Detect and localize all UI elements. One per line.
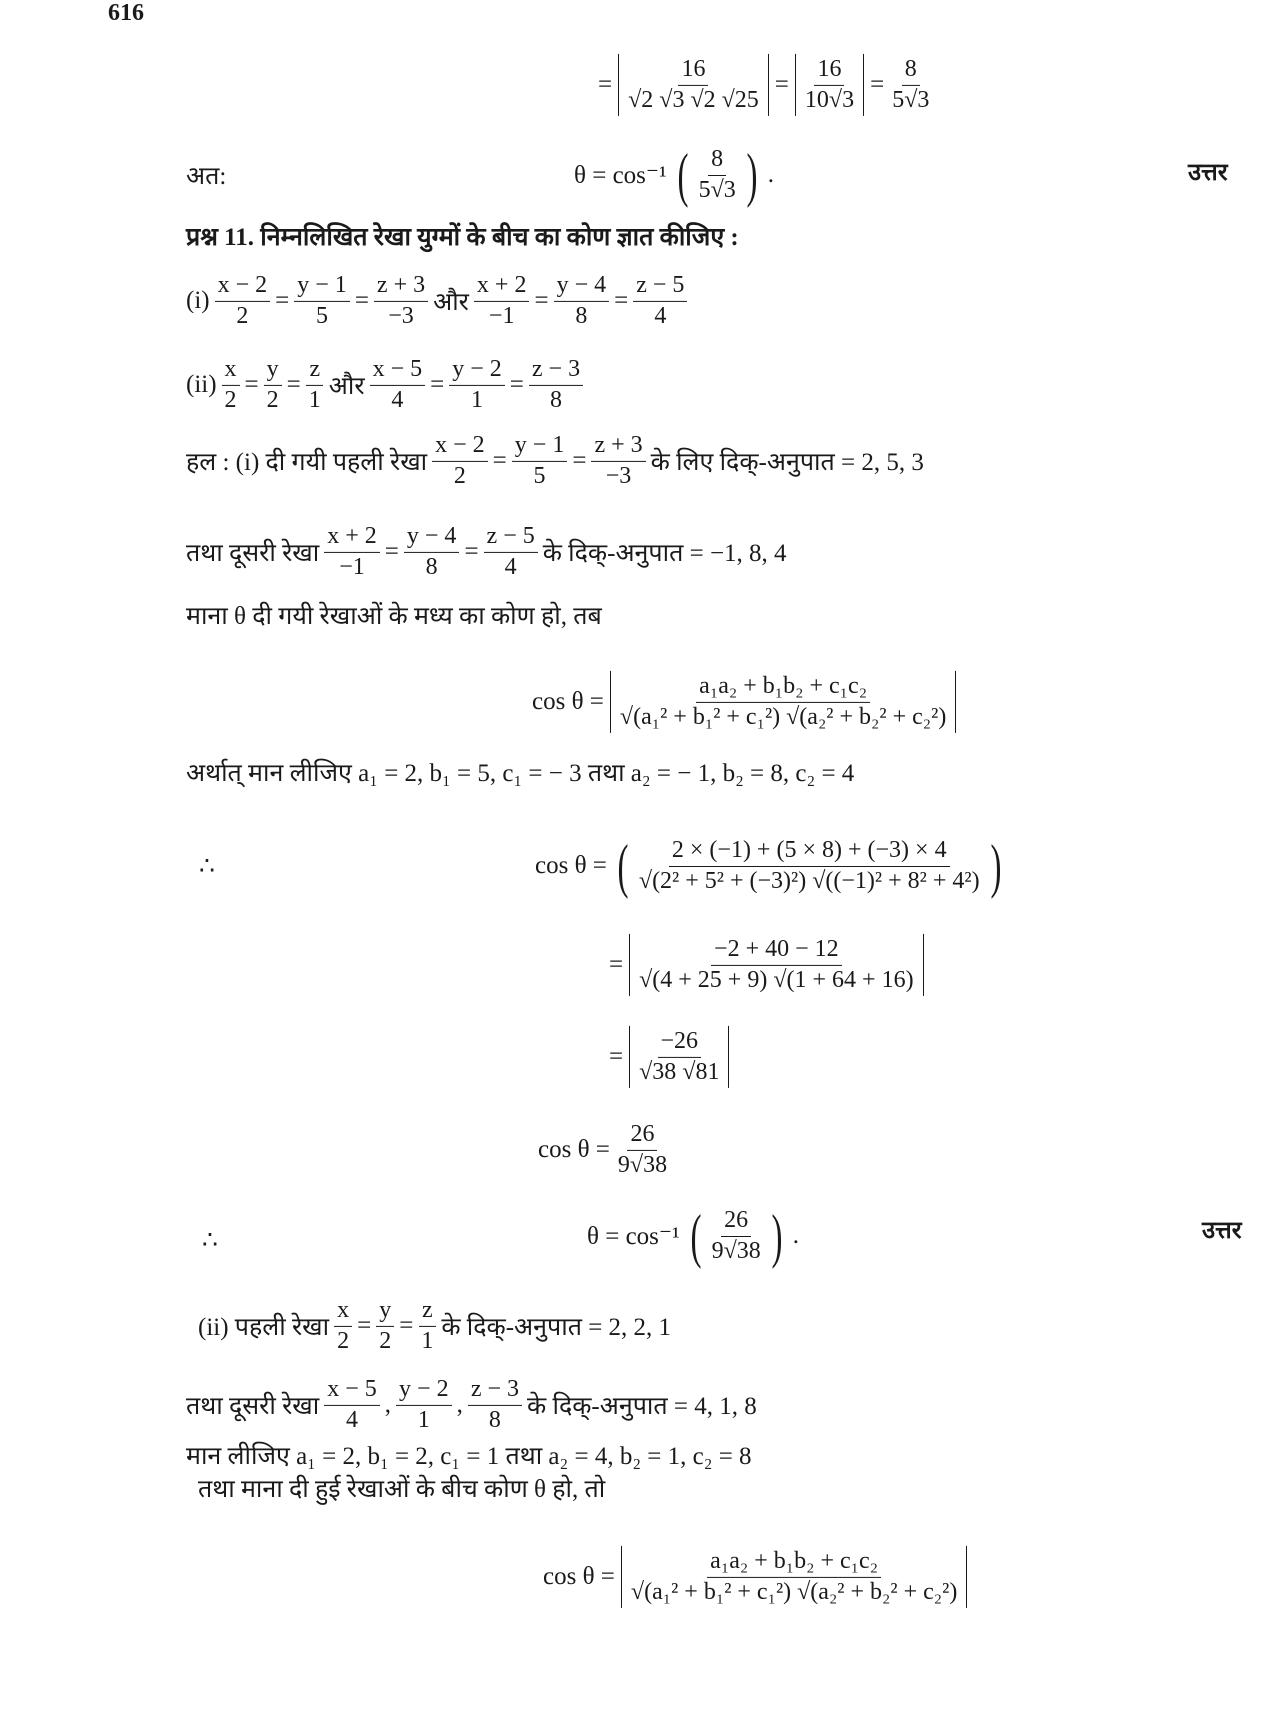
- denominator: 5√3: [698, 176, 736, 203]
- fraction: [636, 1028, 722, 1086]
- text-run: =: [509, 371, 524, 398]
- text-run: =: [609, 951, 624, 978]
- numerator: ( 8: [708, 146, 726, 176]
- text-run: =: [614, 287, 629, 314]
- numerator: a₁a₂ + b₁b₂ + c₁c₂: [707, 1548, 881, 1578]
- numerator: x + 2: [474, 272, 530, 302]
- fraction: [376, 1297, 394, 1355]
- text-run: =: [354, 287, 369, 314]
- text-line: [530, 671, 960, 733]
- fraction: [468, 1376, 522, 1434]
- text-line: [541, 1546, 971, 1608]
- text-line: [184, 219, 741, 253]
- text-run: =: [430, 371, 445, 398]
- text-run: तथा दूसरी रेखा: [186, 1393, 320, 1420]
- denominator: √38 √81: [639, 1058, 720, 1085]
- fraction: [294, 272, 350, 330]
- numerator: y − 2: [449, 356, 505, 386]
- denominator: 8: [575, 302, 588, 329]
- fraction: [512, 432, 568, 490]
- fraction: [802, 56, 857, 114]
- text-run: .: [767, 161, 774, 188]
- text-run: हल : (i) दी गयी पहली रेखा: [186, 449, 428, 476]
- fraction: [324, 1376, 380, 1434]
- numerator: x: [222, 356, 240, 386]
- fraction: [396, 1376, 452, 1434]
- text-run: cos θ =: [543, 1563, 615, 1590]
- numerator: −26: [658, 1028, 702, 1058]
- numerator: z + 3: [591, 432, 645, 462]
- absolute-value: [795, 54, 864, 116]
- fraction: [449, 356, 505, 414]
- text-run: .: [792, 1222, 799, 1249]
- numerator: x − 5: [324, 1376, 380, 1406]
- denominator: 2: [266, 386, 279, 413]
- numerator: y − 1: [512, 432, 568, 462]
- text-run: तथा माना दी हुई रेखाओं के बीच कोण θ हो, तो: [198, 1476, 606, 1503]
- numerator: 16: [678, 56, 708, 86]
- page-number: 616: [108, 0, 144, 26]
- text-run: θ = cos⁻¹: [574, 162, 667, 189]
- text-run: =: [572, 447, 587, 474]
- denominator: 4: [346, 1406, 358, 1433]
- fraction: [696, 146, 739, 204]
- parentheses: [686, 1206, 787, 1266]
- text-line: [533, 836, 1010, 896]
- absolute-value: [610, 671, 956, 733]
- denominator: 1: [417, 1406, 430, 1433]
- fraction: [418, 1297, 436, 1355]
- denominator: √(2² + 5² + (−3)²) √((−1)² + 8² + 4²): [638, 867, 980, 894]
- fraction: [709, 1207, 764, 1265]
- fraction: [554, 272, 610, 330]
- text-run: प्रश्न 11. निम्नलिखित रेखा युग्मों के बीच का कोण ज्ञात कीजिए :: [186, 224, 739, 251]
- numerator: z − 5: [484, 523, 538, 553]
- text-run: =: [286, 371, 301, 398]
- text-run: cos θ =: [535, 852, 607, 879]
- denominator: −3: [388, 302, 414, 329]
- denominator: 4: [504, 553, 517, 580]
- text-line: [536, 1121, 673, 1179]
- text-run: (i): [186, 287, 210, 314]
- denominator: 2: [379, 1327, 392, 1354]
- denominator: 9√38: [617, 1151, 668, 1178]
- numerator: z − 3: [468, 1376, 522, 1406]
- text-line: [200, 1225, 220, 1255]
- text-run: और: [328, 373, 365, 400]
- numerator: z − 3: [529, 356, 583, 386]
- parentheses: [673, 145, 762, 205]
- numerator: 26: [627, 1121, 657, 1151]
- text-line: [607, 1026, 733, 1088]
- denominator: 4: [654, 302, 667, 329]
- text-run: cos θ =: [532, 688, 604, 715]
- answer-label: उत्तर: [1188, 160, 1228, 186]
- text-run: के लिए दिक्-अनुपात = 2, 5, 3: [650, 449, 924, 476]
- text-line: [184, 755, 856, 789]
- fraction: [374, 272, 428, 330]
- text-run: ∴: [199, 853, 215, 880]
- fraction: [264, 356, 282, 414]
- denominator: 2: [236, 302, 249, 329]
- text-line: [607, 934, 928, 996]
- text-run: =: [492, 447, 507, 474]
- text-run: ,: [384, 1391, 392, 1418]
- text-run: =: [609, 1043, 624, 1070]
- numerator: x − 2: [432, 432, 488, 462]
- numerator: y − 1: [294, 272, 350, 302]
- denominator: −1: [339, 553, 365, 580]
- text-run: ,: [456, 1391, 463, 1418]
- text-line: [184, 1438, 754, 1472]
- denominator: −1: [488, 302, 515, 329]
- numerator: 8: [902, 56, 920, 86]
- text-run: ∴: [202, 1227, 218, 1254]
- text-run: तथा दूसरी रेखा: [186, 540, 320, 567]
- text-line: [196, 1297, 673, 1355]
- text-run: =: [598, 71, 613, 98]
- text-line: [572, 145, 776, 205]
- text-run: माना θ दी गयी रेखाओं के मध्य का कोण हो, तब: [186, 603, 602, 630]
- fraction: [484, 523, 538, 581]
- denominator: 4: [391, 386, 404, 413]
- fraction: [633, 272, 687, 330]
- numerator: x + 2: [324, 523, 380, 553]
- denominator: √(a₁² + b₁² + c₁²) √(a₂² + b₂² + c₂²): [619, 703, 947, 730]
- denominator: √(4 + 25 + 9) √(1 + 64 + 16): [639, 966, 914, 993]
- fraction: [636, 936, 916, 994]
- denominator: 5: [316, 302, 329, 329]
- text-run: (ii) पहली रेखा: [198, 1314, 330, 1341]
- fraction: [370, 356, 426, 414]
- text-run: के दिक्-अनुपात = −1, 8, 4: [542, 540, 787, 567]
- fraction: [615, 1121, 670, 1179]
- numerator: x − 5: [370, 356, 426, 386]
- text-run: के दिक्-अनुपात = 2, 2, 1: [441, 1314, 672, 1341]
- text-run: =: [275, 287, 290, 314]
- denominator: 1: [471, 386, 483, 413]
- text-line: [184, 598, 604, 632]
- numerator: y − 2: [396, 1376, 452, 1406]
- text-line: [184, 432, 926, 490]
- fraction: [404, 523, 460, 581]
- text-line: [184, 523, 789, 581]
- text-line: [184, 158, 228, 192]
- numerator: x − 2: [215, 272, 271, 302]
- text-line: [184, 356, 586, 414]
- fraction: [889, 56, 932, 114]
- numerator: y: [264, 356, 282, 386]
- fraction: [625, 56, 762, 114]
- fraction: [591, 432, 645, 490]
- numerator: z − 5: [633, 272, 687, 302]
- text-run: और: [433, 289, 469, 316]
- denominator: 1: [308, 386, 321, 413]
- text-run: के दिक्-अनुपात = 4, 1, 8: [527, 1393, 757, 1420]
- text-line: [585, 1206, 801, 1266]
- denominator: 8: [488, 1406, 501, 1433]
- text-run: =: [384, 538, 399, 565]
- fraction: [529, 356, 583, 414]
- fraction: [306, 356, 324, 414]
- denominator: √2 √3 √2 √25: [628, 86, 759, 113]
- text-run: =: [870, 71, 885, 98]
- parentheses: [613, 836, 1006, 896]
- numerator: z: [419, 1297, 436, 1327]
- text-run: (ii): [186, 371, 217, 398]
- fraction: [628, 1548, 960, 1606]
- numerator: y − 4: [554, 272, 610, 302]
- text-run: मान लीजिए a₁ = 2, b₁ = 2, c₁ = 1 तथा a₂ = 4, b₂ = 1, c₂ = 8: [186, 1443, 752, 1470]
- fraction: [334, 1297, 352, 1355]
- denominator: 2: [337, 1327, 350, 1354]
- text-run: θ = cos⁻¹: [587, 1223, 680, 1250]
- text-run: =: [464, 538, 479, 565]
- text-line: [196, 1471, 607, 1505]
- denominator: √(a₁² + b₁² + c₁²) √(a₂² + b₂² + c₂²): [630, 1578, 958, 1605]
- text-run: =: [399, 1312, 414, 1339]
- text-line: [596, 54, 935, 116]
- absolute-value: [621, 1546, 967, 1608]
- numerator: a₁a₂ + b₁b₂ + c₁c₂: [696, 673, 870, 703]
- text-run: =: [774, 71, 789, 98]
- denominator: 5: [533, 462, 546, 489]
- absolute-value: [629, 934, 923, 996]
- numerator: y − 4: [404, 523, 460, 553]
- text-run: =: [357, 1312, 372, 1339]
- numerator: y: [376, 1297, 394, 1327]
- fraction: [215, 272, 271, 330]
- text-run: अत:: [186, 163, 227, 190]
- fraction: [617, 673, 949, 731]
- fraction: [222, 356, 240, 414]
- text-line: [184, 272, 690, 330]
- denominator: 8: [549, 386, 562, 413]
- numerator: z + 3: [374, 272, 428, 302]
- absolute-value: [618, 54, 769, 116]
- denominator: 8: [425, 553, 438, 580]
- denominator: 10√3: [804, 86, 855, 113]
- numerator: z: [306, 356, 323, 386]
- denominator: 5√3: [892, 86, 930, 113]
- numerator: 16: [814, 56, 844, 86]
- denominator: −3: [605, 462, 632, 489]
- answer-label: उत्तर: [1202, 1218, 1242, 1244]
- text-run: =: [244, 371, 259, 398]
- fraction: [474, 272, 530, 330]
- denominator: 1: [421, 1327, 434, 1354]
- denominator: 2: [453, 462, 466, 489]
- numerator: ( 26: [721, 1207, 751, 1237]
- fraction: [324, 523, 380, 581]
- denominator: 9√38: [711, 1237, 761, 1264]
- text-run: अर्थात् मान लीजिए a₁ = 2, b₁ = 5, c₁ = − 3 तथा a₂ = − 1, b₂ = 8, c₂ = 4: [186, 760, 855, 787]
- text-line: [197, 851, 217, 881]
- text-run: cos θ =: [538, 1136, 610, 1163]
- numerator: −2 + 40 − 12: [711, 936, 842, 966]
- absolute-value: [629, 1026, 729, 1088]
- text-run: =: [534, 287, 549, 314]
- text-line: [184, 1376, 759, 1434]
- numerator: ( 2 × (−1) + (5 × 8) + (−3) × 4: [669, 837, 950, 867]
- fraction: [432, 432, 488, 490]
- numerator: x: [334, 1297, 352, 1327]
- denominator: 2: [224, 386, 237, 413]
- fraction: [636, 837, 983, 895]
